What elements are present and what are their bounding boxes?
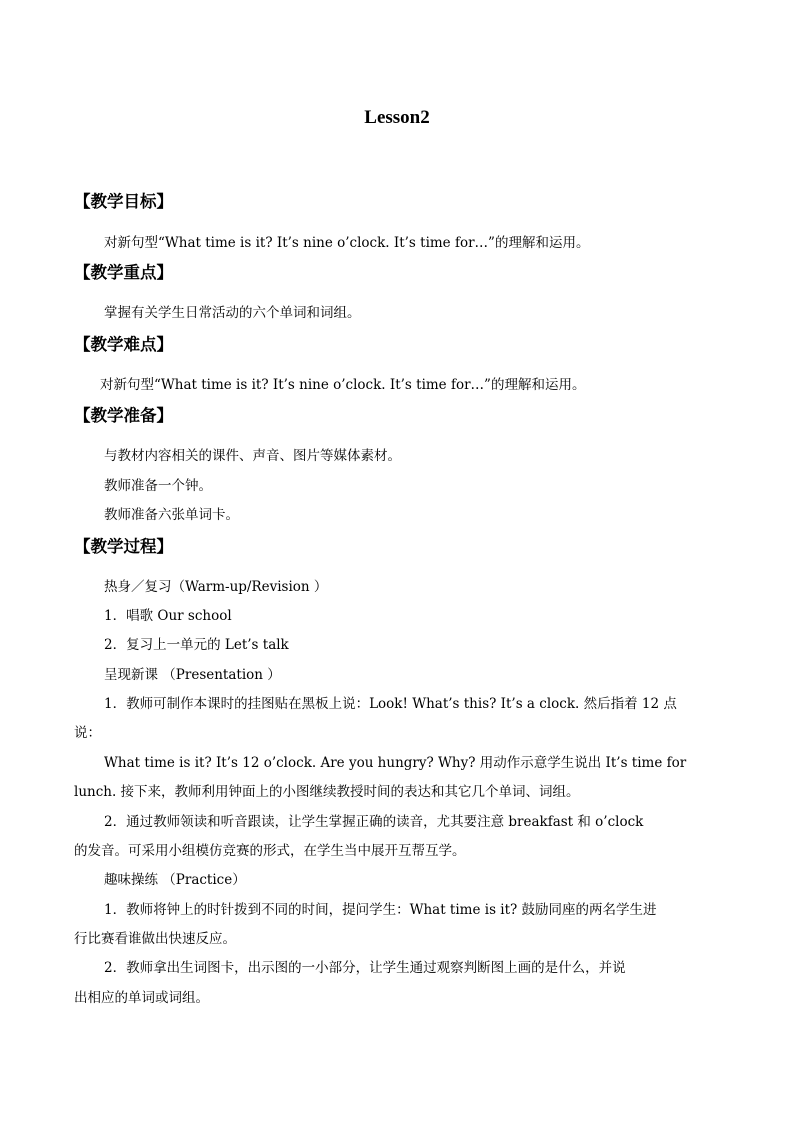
preparation-line-3: 教师准备六张单词卡。 bbox=[104, 507, 239, 523]
process-line-3: 2．复习上一单元的 Let’s talk bbox=[104, 637, 289, 653]
preparation-line-1: 与教材内容相关的课件、声音、图片等媒体素材。 bbox=[104, 448, 401, 464]
process-line-9: 2．通过教师领读和听音跟读，让学生掌握正确的读音，尤其要注意 breakfast 和 o’clock bbox=[104, 814, 644, 830]
objectives-line-1: 对新句型“What time is it? It’s nine o’clock. It’s time for…”的理解和运用。 bbox=[104, 235, 590, 251]
page-title: Lesson2 bbox=[364, 107, 430, 128]
heading-difficulties: 【教学难点】 bbox=[74, 335, 173, 354]
process-line-1: 热身／复习（Warm-up/Revision ） bbox=[104, 579, 328, 595]
process-line-10: 的发音。可采用小组模仿竞赛的形式，在学生当中展开互帮互学。 bbox=[74, 843, 466, 859]
process-line-11: 趣味操练 （Practice） bbox=[104, 872, 246, 888]
heading-preparation: 【教学准备】 bbox=[74, 406, 173, 425]
key-points-line-1: 掌握有关学生日常活动的六个单词和词组。 bbox=[104, 305, 361, 321]
process-line-2: 1．唱歌 Our school bbox=[104, 608, 232, 624]
process-line-14: 2．教师拿出生词图卡，出示图的一小部分，让学生通过观察判断图上画的是什么，并说 bbox=[104, 960, 626, 976]
process-line-7: What time is it? It’s 12 o’clock. Are you hungry? Why? 用动作示意学生说出 It’s time for bbox=[104, 755, 687, 771]
process-line-6: 说： bbox=[74, 725, 101, 741]
process-line-4: 呈现新课 （Presentation ） bbox=[104, 667, 281, 683]
preparation-line-2: 教师准备一个钟。 bbox=[104, 478, 212, 494]
process-line-8: lunch. 接下来，教师利用钟面上的小图继续教授时间的表达和其它几个单词、词组。 bbox=[74, 784, 580, 800]
process-line-12: 1．教师将钟上的时针拨到不同的时间，提问学生：What time is it? 鼓励同座的两名学生进 bbox=[104, 902, 657, 918]
heading-process: 【教学过程】 bbox=[74, 537, 173, 556]
difficulties-line-1: 对新句型“What time is it? It’s nine o’clock. It’s time for…”的理解和运用。 bbox=[100, 377, 586, 393]
process-line-5: 1．教师可制作本课时的挂图贴在黑板上说：Look! What’s this? It’s a clock. 然后指着 12 点 bbox=[104, 696, 677, 712]
heading-key-points: 【教学重点】 bbox=[74, 263, 173, 282]
heading-objectives: 【教学目标】 bbox=[74, 192, 173, 211]
process-line-13: 行比赛看谁做出快速反应。 bbox=[74, 931, 236, 947]
process-line-15: 出相应的单词或词组。 bbox=[74, 990, 209, 1006]
